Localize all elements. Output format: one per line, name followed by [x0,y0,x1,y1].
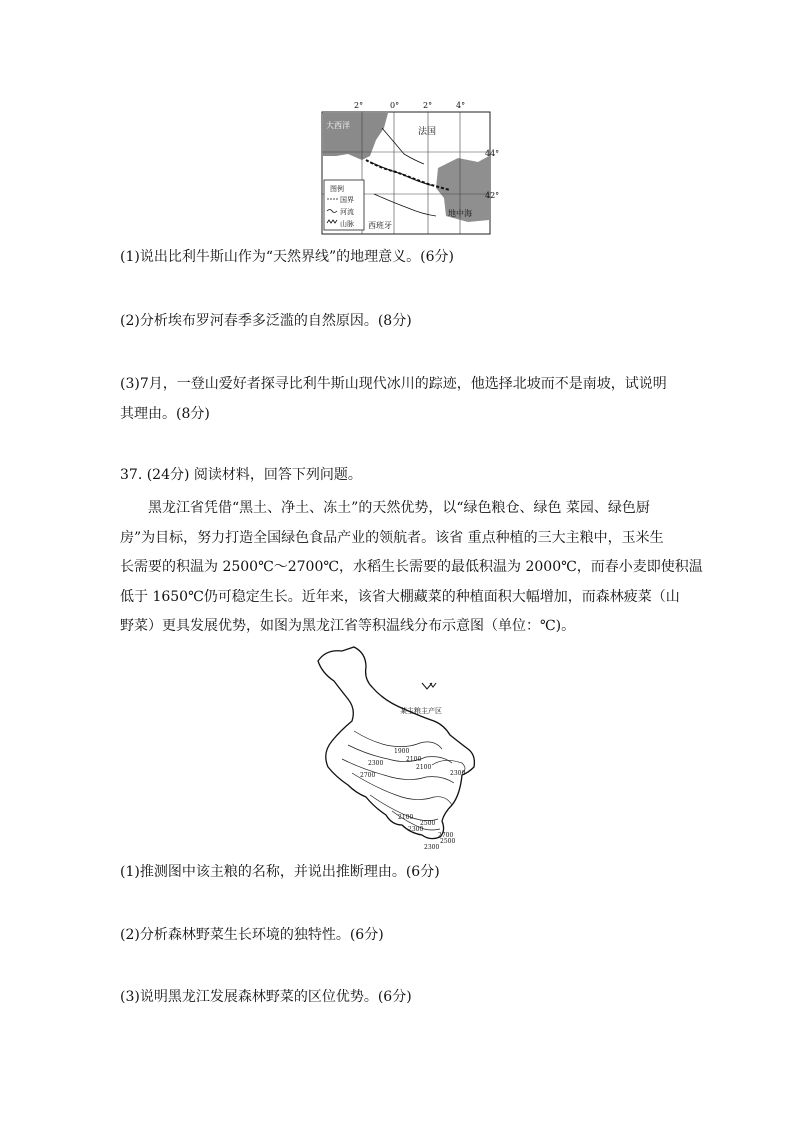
lat-label-42: 42° [485,191,500,200]
label-mediterranean: 地中海 [448,209,472,218]
isotherm-2100-a: 2100 [406,756,422,763]
isotherm-2300-c: 2300 [408,826,424,833]
lat-label-44: 44° [485,149,500,158]
legend-river: 河流 [340,208,354,216]
q36-question-2: (2)分析埃布罗河春季多泛滥的自然原因。(8分) [120,313,412,329]
isotherm-2700-b: 2700 [438,832,454,839]
isotherm-2300-d: 2300 [424,844,440,851]
lon-label-w2: 2° [354,101,364,110]
isotherm-2300-a: 2300 [368,760,384,767]
isotherm-2100-c: 2100 [398,814,414,821]
q37-material [120,494,703,642]
material-line-1: 黑龙江省凭借“黑土、净土、冻土”的天然优势，以“绿色粮仓、绿色 菜园、绿色厨 [148,500,650,516]
label-spain: 西班牙 [368,221,392,230]
material-line-2: 房”为目标，努力打造全国绿色食品产业的领航者。该省 重点种植的三大主粮中，玉米生 [120,529,664,546]
material-line-5: 野菜）更具发展优势，如图为黑龙江省等积温线分布示意图（单位：℃)。 [120,618,576,634]
lon-label-0: 0° [390,101,400,110]
legend-border: 国界 [340,196,354,204]
map2-legend: 某主粮主产区 [400,707,442,715]
q36-question-3-line2: 其理由。(8分) [120,406,210,422]
q37-question-3: (3)说明黑龙江发展森林野菜的区位优势。(6分) [120,989,412,1005]
isotherm-2300-b: 2300 [450,770,466,777]
q36-question-1: (1)说出比利牛斯山作为“天然界线”的地理意义。(6分) [120,249,454,265]
heilongjiang-isotherm-map [312,645,484,853]
isotherm-2100-b: 2100 [416,764,432,771]
lon-label-e4: 4° [456,101,466,110]
lon-label-e2: 2° [423,101,433,110]
pyrenees-map [318,98,506,238]
q37-question-2: (2)分析森林野菜生长环境的独特性。(6分) [120,927,384,943]
label-france: 法国 [418,127,437,137]
q37-heading: 37. (24分) 阅读材料，回答下列问题。 [120,467,362,483]
material-line-4: 低于 1650℃仍可稳定生长。近年来，该省大棚藏菜的种植面积大幅增加，而森林疲菜（山 [120,588,680,605]
q36-question-3-line1: (3)7月，一登山爱好者探寻比利牛斯山现代冰川的踪迹，他选择北坡而不是南坡，试说明 [120,376,667,392]
isotherm-2500-a: 2500 [420,820,436,827]
material-line-3: 长需要的积温为 2500℃～2700℃，水稻生长需要的最低积温为 2000℃，而春小麦即使积温 [120,559,703,575]
legend-title: 图例 [330,185,344,193]
legend-mountain: 山脉 [340,220,354,228]
label-atlantic: 大西洋 [326,121,350,130]
isotherm-2500-b: 2500 [440,838,456,845]
isotherm-1900: 1900 [394,748,410,755]
q37-question-1: (1)推测图中该主粮的名称，并说出推断理由。(6分) [120,864,440,880]
province-outline [318,647,474,839]
isotherm-2700: 2700 [360,772,376,779]
